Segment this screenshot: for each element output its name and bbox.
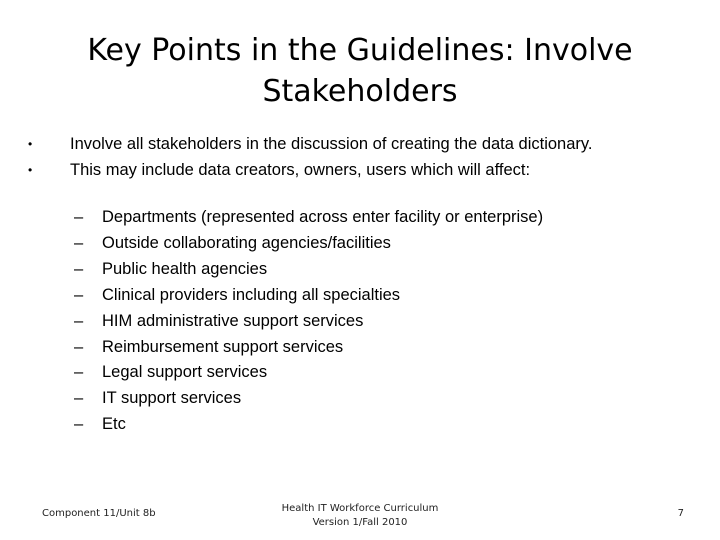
sub-bullet-text: Public health agencies (102, 259, 268, 278)
sub-bullet-item (74, 283, 674, 309)
footer-curriculum-line-2: Version 1/Fall 2010 (312, 517, 408, 528)
slide-title-line-1: Key Points in the Guidelines: Involve (87, 33, 633, 68)
dash-icon: – (74, 259, 84, 278)
footer-curriculum-line-1: Health IT Workforce Curriculum (281, 503, 439, 514)
bullet-item (28, 131, 688, 157)
sub-bullet-item (74, 335, 674, 361)
dash-icon: – (74, 285, 84, 304)
dash-icon: – (74, 233, 84, 252)
dash-icon: – (74, 363, 84, 382)
bullet-text: Involve all stakeholders in the discussion of creating the data dictionary. (70, 135, 593, 153)
bullet-dot-icon: • (28, 163, 33, 177)
sub-bullet-item (74, 309, 674, 335)
sub-bullet-text: Departments (represented across enter facility or enterprise) (102, 208, 544, 226)
sub-bullet-text: HIM administrative support services (102, 311, 364, 330)
sub-bullet-item (74, 205, 674, 231)
sub-bullet-text: Reimbursement support services (102, 337, 344, 356)
sub-bullet-item (74, 386, 674, 412)
sub-bullet-item (74, 257, 674, 283)
dash-icon: – (74, 415, 84, 434)
sub-bullet-list (74, 205, 674, 438)
footer-curriculum (260, 502, 460, 530)
bullet-text: This may include data creators, owners, users which will affect: (70, 161, 531, 179)
sub-bullet-text: Clinical providers including all specialties (102, 285, 401, 304)
footer-component: Component 11/Unit 8b (42, 508, 156, 519)
dash-icon: – (74, 208, 84, 226)
slide-title-line-2: Stakeholders (262, 74, 458, 109)
dash-icon: – (74, 389, 84, 408)
bullet-list (28, 131, 688, 183)
sub-bullet-item (74, 231, 674, 257)
sub-bullet-item (74, 360, 674, 386)
bullet-dot-icon: • (28, 137, 33, 151)
slide-title (40, 30, 680, 112)
sub-bullet-text: Etc (102, 415, 126, 434)
sub-bullet-text: Outside collaborating agencies/facilities (102, 233, 391, 252)
sub-bullet-text: IT support services (102, 389, 242, 408)
dash-icon: – (74, 337, 84, 356)
dash-icon: – (74, 311, 84, 330)
page-number: 7 (677, 508, 684, 519)
sub-bullet-text: Legal support services (102, 363, 268, 382)
sub-bullet-item (74, 412, 674, 438)
bullet-item (28, 157, 688, 183)
